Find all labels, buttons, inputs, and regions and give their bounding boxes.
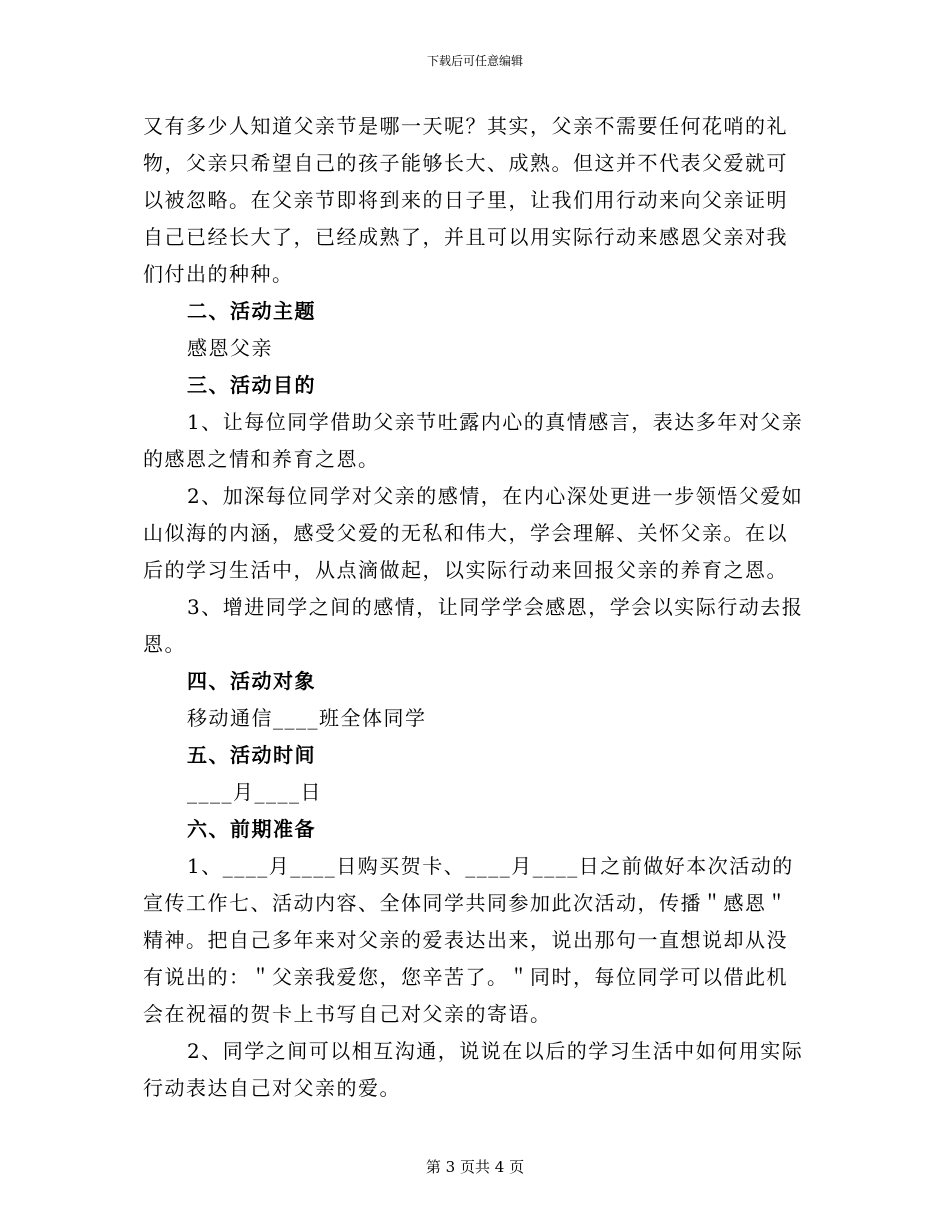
page-header: 下载后可任意编辑	[426, 54, 523, 68]
theme-text: 感恩父亲	[187, 336, 273, 360]
preparation-item: 2、同学之间可以相互沟通，说说在以后的学习生活中如何用实际行动表达自己对父亲的爱。	[143, 1039, 804, 1100]
purpose-item: 2、加深每位同学对父亲的感情，在内心深处更进一步领悟父爱如山似海的内涵，感受父爱的无私和伟大，学会理解、关怀父亲。在以后的学习生活中，从点滴做起，以实际行动来回报父亲的养育之恩。	[143, 484, 804, 582]
page-number: 第 3 页共 4 页	[425, 1158, 525, 1176]
intro-paragraph: 又有多少人知道父亲节是哪一天呢？其实，父亲不需要任何花哨的礼物，父亲只希望自己的孩子能够长大、成熟。但这并不代表父爱就可以被忽略。在父亲节即将到来的日子里，让我们用行动来向父亲证明自己已经长大了，已经成熟了，并且可以用实际行动来感恩父亲对我们付出的种种。	[143, 114, 788, 286]
section-heading-theme: 二、活动主题	[187, 299, 316, 323]
section-heading-audience: 四、活动对象	[187, 669, 316, 693]
purpose-item: 1、让每位同学借助父亲节吐露内心的真情感言，表达多年对父亲的感恩之情和养育之恩。	[143, 410, 804, 471]
time-text: ____月____日	[187, 780, 322, 804]
preparation-item: 1、____月____日购买贺卡、____月____日之前做好本次活动的宣传工作七、活动内容、全体同学共同参加此次活动，传播＂感恩＂精神。把自己多年来对父亲的爱表达出来，说出那句一直想说却从没有说出的：＂父亲我爱您，您辛苦了。＂同时，每位同学可以借此机会在祝福的贺卡上书写自己对父亲的寄语。	[143, 854, 794, 1026]
section-heading-time: 五、活动时间	[187, 743, 316, 767]
document-body	[143, 108, 807, 1107]
audience-text: 移动通信____班全体同学	[187, 706, 427, 730]
section-heading-purpose: 三、活动目的	[187, 373, 316, 397]
purpose-item: 3、增进同学之间的感情，让同学学会感恩，学会以实际行动去报恩。	[143, 595, 804, 656]
section-heading-preparation: 六、前期准备	[187, 817, 316, 841]
